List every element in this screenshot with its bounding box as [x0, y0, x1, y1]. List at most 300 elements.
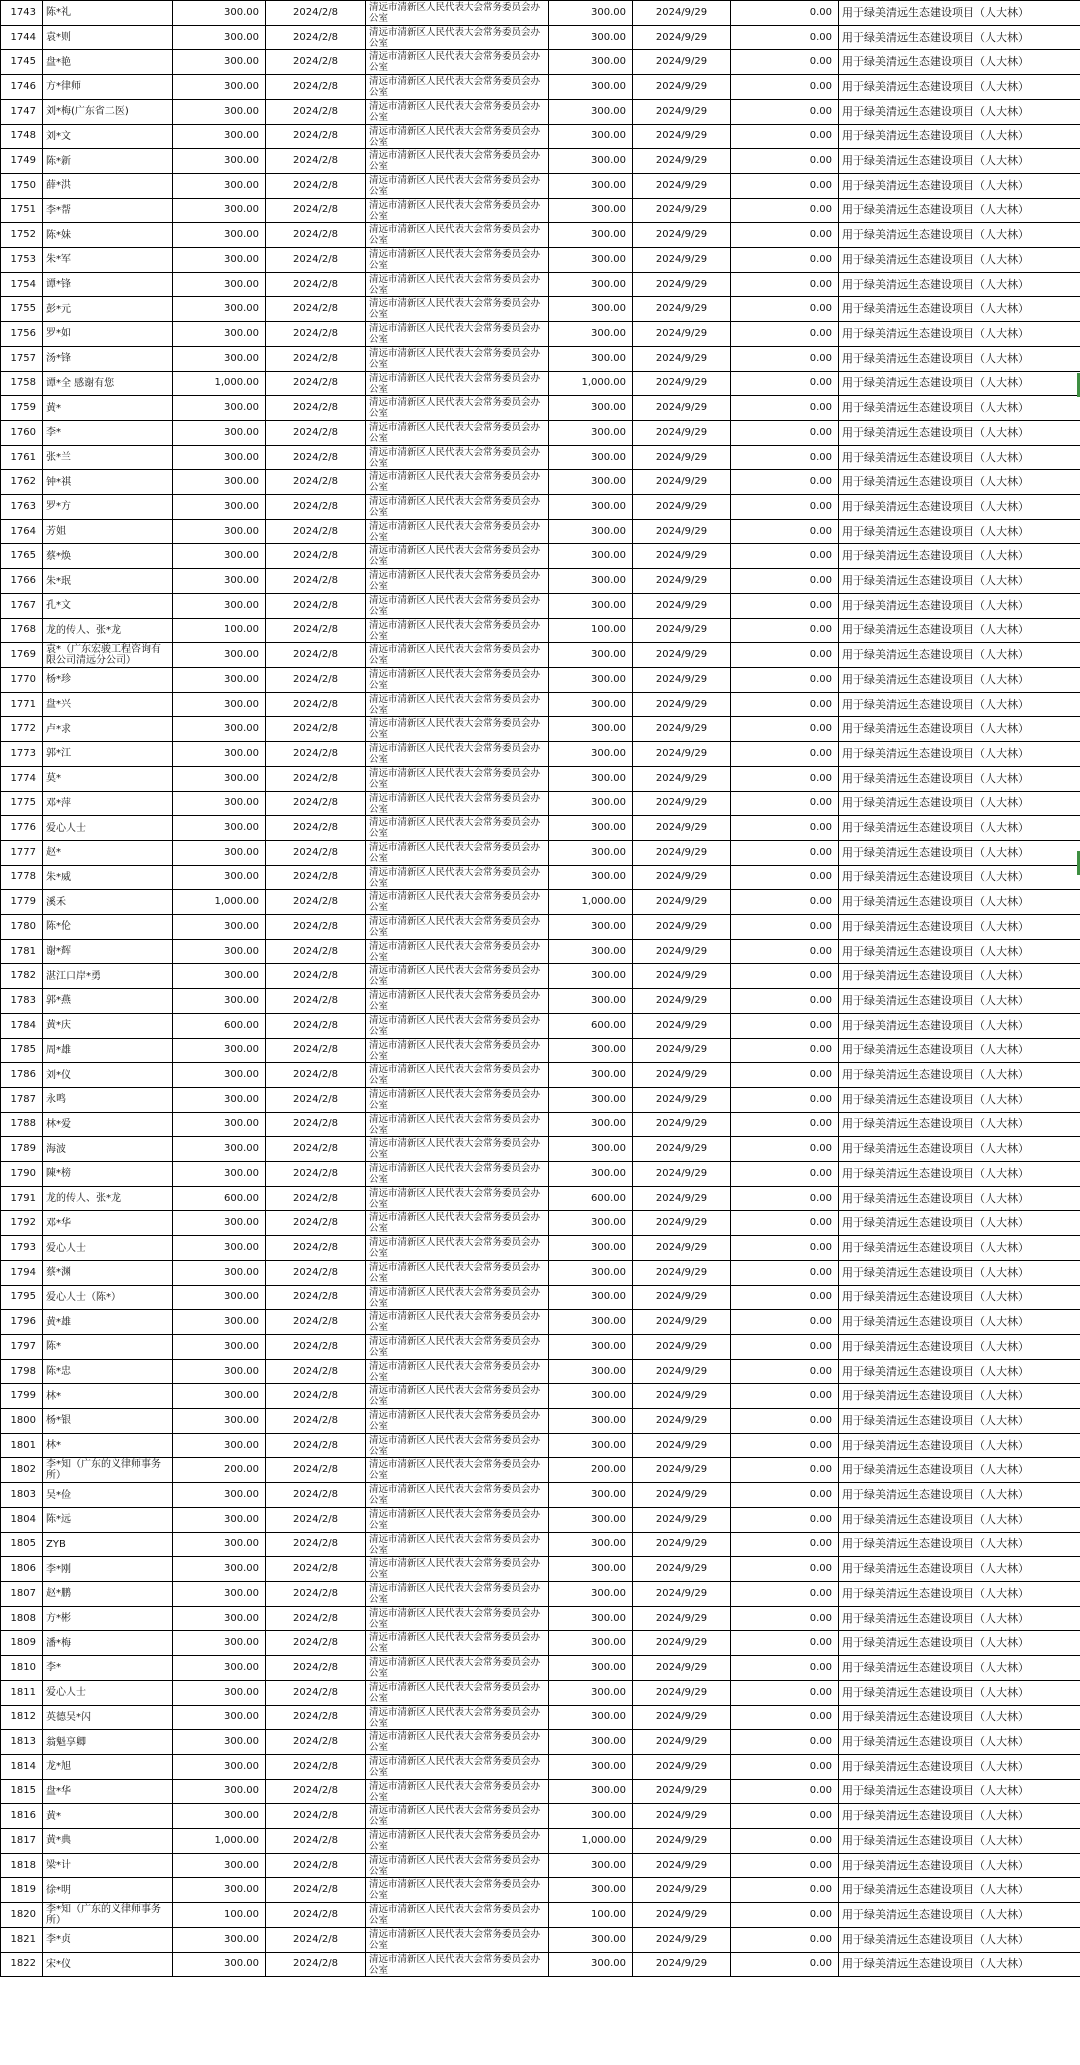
donor-name-cell: 钟*祺 — [43, 470, 173, 495]
receiving-unit-cell: 清远市清新区人民代表大会常务委员会办公室 — [366, 519, 549, 544]
usage-purpose-cell: 用于绿美清远生态建设项目（人大林） — [839, 742, 1080, 767]
donor-name-cell: 刘*仪 — [43, 1063, 173, 1088]
receiving-unit-cell: 清远市清新区人民代表大会常务委员会办公室 — [366, 198, 549, 223]
used-date-cell: 2024/9/29 — [633, 1038, 731, 1063]
donation-date-cell: 2024/2/8 — [266, 717, 366, 742]
row-number-cell: 1745 — [1, 50, 43, 75]
used-date-cell: 2024/9/29 — [633, 939, 731, 964]
used-amount-cell: 300.00 — [549, 297, 633, 322]
table-row — [1, 865, 1080, 890]
used-amount-cell: 300.00 — [549, 1236, 633, 1261]
receiving-unit-cell: 清远市清新区人民代表大会常务委员会办公室 — [366, 1409, 549, 1434]
receiving-unit-cell: 清远市清新区人民代表大会常务委员会办公室 — [366, 99, 549, 124]
donation-date-cell: 2024/2/8 — [266, 75, 366, 100]
usage-purpose-cell: 用于绿美清远生态建设项目（人大林） — [839, 1013, 1080, 1038]
donor-name-cell: 林* — [43, 1384, 173, 1409]
balance-cell: 0.00 — [731, 766, 839, 791]
receiving-unit-cell: 清远市清新区人民代表大会常务委员会办公室 — [366, 1458, 549, 1483]
donation-amount-cell: 300.00 — [173, 495, 266, 520]
donor-name-cell: 盘*华 — [43, 1779, 173, 1804]
donation-date-cell: 2024/2/8 — [266, 939, 366, 964]
row-number-cell: 1746 — [1, 75, 43, 100]
usage-purpose-cell: 用于绿美清远生态建设项目（人大林） — [839, 420, 1080, 445]
donor-name-cell: 吴*俭 — [43, 1483, 173, 1508]
donor-name-cell: 林*爱 — [43, 1112, 173, 1137]
balance-cell: 0.00 — [731, 75, 839, 100]
table-row — [1, 1137, 1080, 1162]
table-row — [1, 791, 1080, 816]
donor-name-cell: 龙的传人、张*龙 — [43, 1186, 173, 1211]
used-date-cell: 2024/9/29 — [633, 1285, 731, 1310]
used-date-cell: 2024/9/29 — [633, 1433, 731, 1458]
donor-name-cell: 李*刚 — [43, 1557, 173, 1582]
row-number-cell: 1759 — [1, 396, 43, 421]
used-amount-cell: 1,000.00 — [549, 890, 633, 915]
row-number-cell: 1766 — [1, 569, 43, 594]
used-date-cell: 2024/9/29 — [633, 346, 731, 371]
receiving-unit-cell: 清远市清新区人民代表大会常务委员会办公室 — [366, 544, 549, 569]
used-amount-cell: 300.00 — [549, 248, 633, 273]
used-date-cell: 2024/9/29 — [633, 25, 731, 50]
receiving-unit-cell: 清远市清新区人民代表大会常务委员会办公室 — [366, 1038, 549, 1063]
usage-purpose-cell: 用于绿美清远生态建设项目（人大林） — [839, 470, 1080, 495]
donor-name-cell: 李*帮 — [43, 198, 173, 223]
used-amount-cell: 300.00 — [549, 692, 633, 717]
usage-purpose-cell: 用于绿美清远生态建设项目（人大林） — [839, 1, 1080, 26]
balance-cell: 0.00 — [731, 1236, 839, 1261]
row-number-cell: 1797 — [1, 1334, 43, 1359]
donor-name-cell: 卢*求 — [43, 717, 173, 742]
used-date-cell: 2024/9/29 — [633, 1087, 731, 1112]
used-date-cell: 2024/9/29 — [633, 1878, 731, 1903]
donation-amount-cell: 1,000.00 — [173, 890, 266, 915]
balance-cell: 0.00 — [731, 569, 839, 594]
donation-amount-cell: 300.00 — [173, 445, 266, 470]
donation-date-cell: 2024/2/8 — [266, 519, 366, 544]
usage-purpose-cell: 用于绿美清远生态建设项目（人大林） — [839, 939, 1080, 964]
row-number-cell: 1783 — [1, 989, 43, 1014]
donation-amount-cell: 300.00 — [173, 248, 266, 273]
row-number-cell: 1761 — [1, 445, 43, 470]
donation-date-cell: 2024/2/8 — [266, 272, 366, 297]
used-date-cell: 2024/9/29 — [633, 1409, 731, 1434]
donation-date-cell: 2024/2/8 — [266, 643, 366, 668]
donation-amount-cell: 300.00 — [173, 840, 266, 865]
receiving-unit-cell: 清远市清新区人民代表大会常务委员会办公室 — [366, 297, 549, 322]
table-row — [1, 1186, 1080, 1211]
row-number-cell: 1787 — [1, 1087, 43, 1112]
donor-name-cell: 英德吴*闪 — [43, 1705, 173, 1730]
donor-name-cell: 陈*新 — [43, 149, 173, 174]
row-number-cell: 1816 — [1, 1804, 43, 1829]
used-date-cell: 2024/9/29 — [633, 322, 731, 347]
row-number-cell: 1781 — [1, 939, 43, 964]
row-number-cell: 1764 — [1, 519, 43, 544]
donor-name-cell: 谭*锋 — [43, 272, 173, 297]
used-amount-cell: 300.00 — [549, 322, 633, 347]
usage-purpose-cell: 用于绿美清远生态建设项目（人大林） — [839, 1458, 1080, 1483]
used-date-cell: 2024/9/29 — [633, 297, 731, 322]
usage-purpose-cell: 用于绿美清远生态建设项目（人大林） — [839, 964, 1080, 989]
table-row — [1, 1631, 1080, 1656]
usage-purpose-cell: 用于绿美清远生态建设项目（人大林） — [839, 223, 1080, 248]
used-amount-cell: 300.00 — [549, 1063, 633, 1088]
used-amount-cell: 300.00 — [549, 149, 633, 174]
balance-cell: 0.00 — [731, 495, 839, 520]
receiving-unit-cell: 清远市清新区人民代表大会常务委员会办公室 — [366, 1730, 549, 1755]
table-row — [1, 1878, 1080, 1903]
row-number-cell: 1807 — [1, 1582, 43, 1607]
table-row — [1, 470, 1080, 495]
used-amount-cell: 300.00 — [549, 915, 633, 940]
donation-amount-cell: 300.00 — [173, 1211, 266, 1236]
used-amount-cell: 300.00 — [549, 643, 633, 668]
used-amount-cell: 300.00 — [549, 717, 633, 742]
row-number-cell: 1792 — [1, 1211, 43, 1236]
donor-name-cell: 彭*元 — [43, 297, 173, 322]
donation-amount-cell: 300.00 — [173, 1656, 266, 1681]
usage-purpose-cell: 用于绿美清远生态建设项目（人大林） — [839, 1162, 1080, 1187]
balance-cell: 0.00 — [731, 1384, 839, 1409]
row-number-cell: 1809 — [1, 1631, 43, 1656]
receiving-unit-cell: 清远市清新区人民代表大会常务委员会办公室 — [366, 1779, 549, 1804]
usage-purpose-cell: 用于绿美清远生态建设项目（人大林） — [839, 1211, 1080, 1236]
used-amount-cell: 300.00 — [549, 1631, 633, 1656]
donation-amount-cell: 1,000.00 — [173, 371, 266, 396]
balance-cell: 0.00 — [731, 939, 839, 964]
balance-cell: 0.00 — [731, 124, 839, 149]
used-date-cell: 2024/9/29 — [633, 742, 731, 767]
receiving-unit-cell: 清远市清新区人民代表大会常务委员会办公室 — [366, 1013, 549, 1038]
row-number-cell: 1748 — [1, 124, 43, 149]
table-row — [1, 1112, 1080, 1137]
usage-purpose-cell: 用于绿美清远生态建设项目（人大林） — [839, 816, 1080, 841]
receiving-unit-cell: 清远市清新区人民代表大会常务委员会办公室 — [366, 890, 549, 915]
table-row — [1, 173, 1080, 198]
usage-purpose-cell: 用于绿美清远生态建设项目（人大林） — [839, 1260, 1080, 1285]
usage-purpose-cell: 用于绿美清远生态建设项目（人大林） — [839, 1730, 1080, 1755]
used-date-cell: 2024/9/29 — [633, 519, 731, 544]
row-number-cell: 1768 — [1, 618, 43, 643]
balance-cell: 0.00 — [731, 322, 839, 347]
donor-name-cell: 爱心人士 — [43, 1236, 173, 1261]
balance-cell: 0.00 — [731, 1631, 839, 1656]
donor-name-cell: 芳姐 — [43, 519, 173, 544]
table-row — [1, 75, 1080, 100]
row-number-cell: 1790 — [1, 1162, 43, 1187]
receiving-unit-cell: 清远市清新区人民代表大会常务委员会办公室 — [366, 396, 549, 421]
used-date-cell: 2024/9/29 — [633, 1705, 731, 1730]
balance-cell: 0.00 — [731, 643, 839, 668]
donation-amount-cell: 300.00 — [173, 1359, 266, 1384]
usage-purpose-cell: 用于绿美清远生态建设项目（人大林） — [839, 840, 1080, 865]
donation-date-cell: 2024/2/8 — [266, 50, 366, 75]
donor-name-cell: 孔*文 — [43, 593, 173, 618]
receiving-unit-cell: 清远市清新区人民代表大会常务委员会办公室 — [366, 1162, 549, 1187]
usage-purpose-cell: 用于绿美清远生态建设项目（人大林） — [839, 1878, 1080, 1903]
table-row — [1, 272, 1080, 297]
used-date-cell: 2024/9/29 — [633, 149, 731, 174]
donor-name-cell: 谭*全 感谢有您 — [43, 371, 173, 396]
used-date-cell: 2024/9/29 — [633, 1211, 731, 1236]
donation-date-cell: 2024/2/8 — [266, 1754, 366, 1779]
donation-amount-cell: 300.00 — [173, 124, 266, 149]
receiving-unit-cell: 清远市清新区人民代表大会常务委员会办公室 — [366, 124, 549, 149]
usage-purpose-cell: 用于绿美清远生态建设项目（人大林） — [839, 1952, 1080, 1977]
balance-cell: 0.00 — [731, 1063, 839, 1088]
used-amount-cell: 300.00 — [549, 1409, 633, 1434]
usage-purpose-cell: 用于绿美清远生态建设项目（人大林） — [839, 1087, 1080, 1112]
donation-date-cell: 2024/2/8 — [266, 223, 366, 248]
usage-purpose-cell: 用于绿美清远生态建设项目（人大林） — [839, 1927, 1080, 1952]
used-amount-cell: 300.00 — [549, 1285, 633, 1310]
donor-name-cell: 薛*洪 — [43, 173, 173, 198]
table-row — [1, 1334, 1080, 1359]
donor-name-cell: 盘*艳 — [43, 50, 173, 75]
usage-purpose-cell: 用于绿美清远生态建设项目（人大林） — [839, 1853, 1080, 1878]
table-row — [1, 248, 1080, 273]
used-date-cell: 2024/9/29 — [633, 1013, 731, 1038]
used-amount-cell: 300.00 — [549, 519, 633, 544]
donor-name-cell: 陈* — [43, 1334, 173, 1359]
usage-purpose-cell: 用于绿美清远生态建设项目（人大林） — [839, 1507, 1080, 1532]
receiving-unit-cell: 清远市清新区人民代表大会常务委员会办公室 — [366, 1705, 549, 1730]
used-date-cell: 2024/9/29 — [633, 1, 731, 26]
donor-name-cell: 李*知（广东的义律师事务所） — [43, 1903, 173, 1928]
table-row — [1, 1779, 1080, 1804]
table-row — [1, 25, 1080, 50]
table-row — [1, 544, 1080, 569]
used-date-cell: 2024/9/29 — [633, 593, 731, 618]
donor-name-cell: 郭*燕 — [43, 989, 173, 1014]
usage-purpose-cell: 用于绿美清远生态建设项目（人大林） — [839, 1483, 1080, 1508]
receiving-unit-cell: 清远市清新区人民代表大会常务委员会办公室 — [366, 1260, 549, 1285]
donation-amount-cell: 300.00 — [173, 1606, 266, 1631]
used-date-cell: 2024/9/29 — [633, 791, 731, 816]
donor-name-cell: ZYB — [43, 1532, 173, 1557]
usage-purpose-cell: 用于绿美清远生态建设项目（人大林） — [839, 791, 1080, 816]
balance-cell: 0.00 — [731, 1582, 839, 1607]
used-amount-cell: 300.00 — [549, 1927, 633, 1952]
ledger-body — [1, 1, 1080, 1977]
used-date-cell: 2024/9/29 — [633, 1754, 731, 1779]
row-number-cell: 1789 — [1, 1137, 43, 1162]
balance-cell: 0.00 — [731, 1705, 839, 1730]
donation-date-cell: 2024/2/8 — [266, 1359, 366, 1384]
donor-name-cell: 朱*威 — [43, 865, 173, 890]
donor-name-cell: 陳*榜 — [43, 1162, 173, 1187]
table-row — [1, 519, 1080, 544]
usage-purpose-cell: 用于绿美清远生态建设项目（人大林） — [839, 198, 1080, 223]
donation-date-cell: 2024/2/8 — [266, 989, 366, 1014]
donation-date-cell: 2024/2/8 — [266, 667, 366, 692]
balance-cell: 0.00 — [731, 223, 839, 248]
row-number-cell: 1814 — [1, 1754, 43, 1779]
row-number-cell: 1756 — [1, 322, 43, 347]
receiving-unit-cell: 清远市清新区人民代表大会常务委员会办公室 — [366, 618, 549, 643]
donor-name-cell: 方*律师 — [43, 75, 173, 100]
donation-amount-cell: 300.00 — [173, 1507, 266, 1532]
donor-name-cell: 李* — [43, 1656, 173, 1681]
donation-amount-cell: 300.00 — [173, 544, 266, 569]
donation-date-cell: 2024/2/8 — [266, 1236, 366, 1261]
table-row — [1, 643, 1080, 668]
donation-date-cell: 2024/2/8 — [266, 1063, 366, 1088]
donation-amount-cell: 300.00 — [173, 420, 266, 445]
usage-purpose-cell: 用于绿美清远生态建设项目（人大林） — [839, 1038, 1080, 1063]
donation-date-cell: 2024/2/8 — [266, 569, 366, 594]
balance-cell: 0.00 — [731, 1013, 839, 1038]
used-date-cell: 2024/9/29 — [633, 1384, 731, 1409]
balance-cell: 0.00 — [731, 1087, 839, 1112]
table-row — [1, 1211, 1080, 1236]
donation-amount-cell: 300.00 — [173, 519, 266, 544]
row-number-cell: 1800 — [1, 1409, 43, 1434]
donor-name-cell: 邓*萍 — [43, 791, 173, 816]
receiving-unit-cell: 清远市清新区人民代表大会常务委员会办公室 — [366, 643, 549, 668]
donation-amount-cell: 300.00 — [173, 1705, 266, 1730]
donation-date-cell: 2024/2/8 — [266, 544, 366, 569]
row-number-cell: 1822 — [1, 1952, 43, 1977]
row-number-cell: 1780 — [1, 915, 43, 940]
donation-date-cell: 2024/2/8 — [266, 1013, 366, 1038]
balance-cell: 0.00 — [731, 149, 839, 174]
used-amount-cell: 300.00 — [549, 1754, 633, 1779]
receiving-unit-cell: 清远市清新区人民代表大会常务委员会办公室 — [366, 1853, 549, 1878]
used-amount-cell: 300.00 — [549, 1433, 633, 1458]
donor-name-cell: 陈*礼 — [43, 1, 173, 26]
used-amount-cell: 300.00 — [549, 99, 633, 124]
balance-cell: 0.00 — [731, 346, 839, 371]
receiving-unit-cell: 清远市清新区人民代表大会常务委员会办公室 — [366, 1137, 549, 1162]
table-row — [1, 223, 1080, 248]
used-date-cell: 2024/9/29 — [633, 248, 731, 273]
row-number-cell: 1817 — [1, 1829, 43, 1854]
row-number-cell: 1763 — [1, 495, 43, 520]
row-number-cell: 1750 — [1, 173, 43, 198]
donation-amount-cell: 300.00 — [173, 1260, 266, 1285]
table-row — [1, 1038, 1080, 1063]
table-row — [1, 1557, 1080, 1582]
row-number-cell: 1776 — [1, 816, 43, 841]
balance-cell: 0.00 — [731, 667, 839, 692]
table-row — [1, 692, 1080, 717]
used-amount-cell: 300.00 — [549, 420, 633, 445]
usage-purpose-cell: 用于绿美清远生态建设项目（人大林） — [839, 1656, 1080, 1681]
donation-amount-cell: 300.00 — [173, 667, 266, 692]
donation-amount-cell: 300.00 — [173, 964, 266, 989]
donation-amount-cell: 300.00 — [173, 1137, 266, 1162]
donation-date-cell: 2024/2/8 — [266, 1038, 366, 1063]
donor-name-cell: 陈*远 — [43, 1507, 173, 1532]
table-row — [1, 1656, 1080, 1681]
table-row — [1, 618, 1080, 643]
row-number-cell: 1786 — [1, 1063, 43, 1088]
table-row — [1, 297, 1080, 322]
donation-amount-cell: 300.00 — [173, 1483, 266, 1508]
donation-date-cell: 2024/2/8 — [266, 1260, 366, 1285]
row-number-cell: 1795 — [1, 1285, 43, 1310]
donor-name-cell: 徐*明 — [43, 1878, 173, 1903]
receiving-unit-cell: 清远市清新区人民代表大会常务委员会办公室 — [366, 470, 549, 495]
donation-date-cell: 2024/2/8 — [266, 1557, 366, 1582]
donor-name-cell: 陈*伦 — [43, 915, 173, 940]
donor-name-cell: 李*贞 — [43, 1927, 173, 1952]
donation-date-cell: 2024/2/8 — [266, 248, 366, 273]
row-number-cell: 1811 — [1, 1680, 43, 1705]
table-row — [1, 840, 1080, 865]
donation-date-cell: 2024/2/8 — [266, 149, 366, 174]
donation-amount-cell: 300.00 — [173, 717, 266, 742]
usage-purpose-cell: 用于绿美清远生态建设项目（人大林） — [839, 173, 1080, 198]
donation-date-cell: 2024/2/8 — [266, 1112, 366, 1137]
donation-amount-cell: 300.00 — [173, 1730, 266, 1755]
used-amount-cell: 300.00 — [549, 816, 633, 841]
used-amount-cell: 300.00 — [549, 1804, 633, 1829]
used-date-cell: 2024/9/29 — [633, 766, 731, 791]
usage-purpose-cell: 用于绿美清远生态建设项目（人大林） — [839, 1829, 1080, 1854]
donation-date-cell: 2024/2/8 — [266, 322, 366, 347]
donation-date-cell: 2024/2/8 — [266, 297, 366, 322]
used-date-cell: 2024/9/29 — [633, 1334, 731, 1359]
donation-date-cell: 2024/2/8 — [266, 1853, 366, 1878]
row-number-cell: 1762 — [1, 470, 43, 495]
usage-purpose-cell: 用于绿美清远生态建设项目（人大林） — [839, 149, 1080, 174]
row-number-cell: 1744 — [1, 25, 43, 50]
donor-name-cell: 陈*忠 — [43, 1359, 173, 1384]
used-date-cell: 2024/9/29 — [633, 1631, 731, 1656]
donation-date-cell: 2024/2/8 — [266, 1903, 366, 1928]
donation-amount-cell: 300.00 — [173, 1334, 266, 1359]
donor-name-cell: 龙*旭 — [43, 1754, 173, 1779]
donation-date-cell: 2024/2/8 — [266, 124, 366, 149]
used-date-cell: 2024/9/29 — [633, 1804, 731, 1829]
donation-amount-cell: 300.00 — [173, 223, 266, 248]
receiving-unit-cell: 清远市清新区人民代表大会常务委员会办公室 — [366, 667, 549, 692]
table-row — [1, 1804, 1080, 1829]
used-date-cell: 2024/9/29 — [633, 396, 731, 421]
donation-date-cell: 2024/2/8 — [266, 766, 366, 791]
balance-cell: 0.00 — [731, 420, 839, 445]
donation-date-cell: 2024/2/8 — [266, 1334, 366, 1359]
used-date-cell: 2024/9/29 — [633, 1260, 731, 1285]
receiving-unit-cell: 清远市清新区人民代表大会常务委员会办公室 — [366, 1, 549, 26]
used-date-cell: 2024/9/29 — [633, 173, 731, 198]
used-date-cell: 2024/9/29 — [633, 99, 731, 124]
balance-cell: 0.00 — [731, 1458, 839, 1483]
receiving-unit-cell: 清远市清新区人民代表大会常务委员会办公室 — [366, 1384, 549, 1409]
donation-amount-cell: 300.00 — [173, 1087, 266, 1112]
used-amount-cell: 300.00 — [549, 1112, 633, 1137]
row-number-cell: 1806 — [1, 1557, 43, 1582]
table-row — [1, 1853, 1080, 1878]
donation-amount-cell: 300.00 — [173, 1878, 266, 1903]
usage-purpose-cell: 用于绿美清远生态建设项目（人大林） — [839, 124, 1080, 149]
donation-date-cell: 2024/2/8 — [266, 346, 366, 371]
donor-name-cell: 张*兰 — [43, 445, 173, 470]
used-amount-cell: 300.00 — [549, 1384, 633, 1409]
receiving-unit-cell: 清远市清新区人民代表大会常务委员会办公室 — [366, 75, 549, 100]
balance-cell: 0.00 — [731, 964, 839, 989]
donation-date-cell: 2024/2/8 — [266, 1829, 366, 1854]
receiving-unit-cell: 清远市清新区人民代表大会常务委员会办公室 — [366, 1631, 549, 1656]
row-number-cell: 1813 — [1, 1730, 43, 1755]
donation-date-cell: 2024/2/8 — [266, 1878, 366, 1903]
receiving-unit-cell: 清远市清新区人民代表大会常务委员会办公室 — [366, 939, 549, 964]
receiving-unit-cell: 清远市清新区人民代表大会常务委员会办公室 — [366, 223, 549, 248]
balance-cell: 0.00 — [731, 1853, 839, 1878]
used-date-cell: 2024/9/29 — [633, 198, 731, 223]
